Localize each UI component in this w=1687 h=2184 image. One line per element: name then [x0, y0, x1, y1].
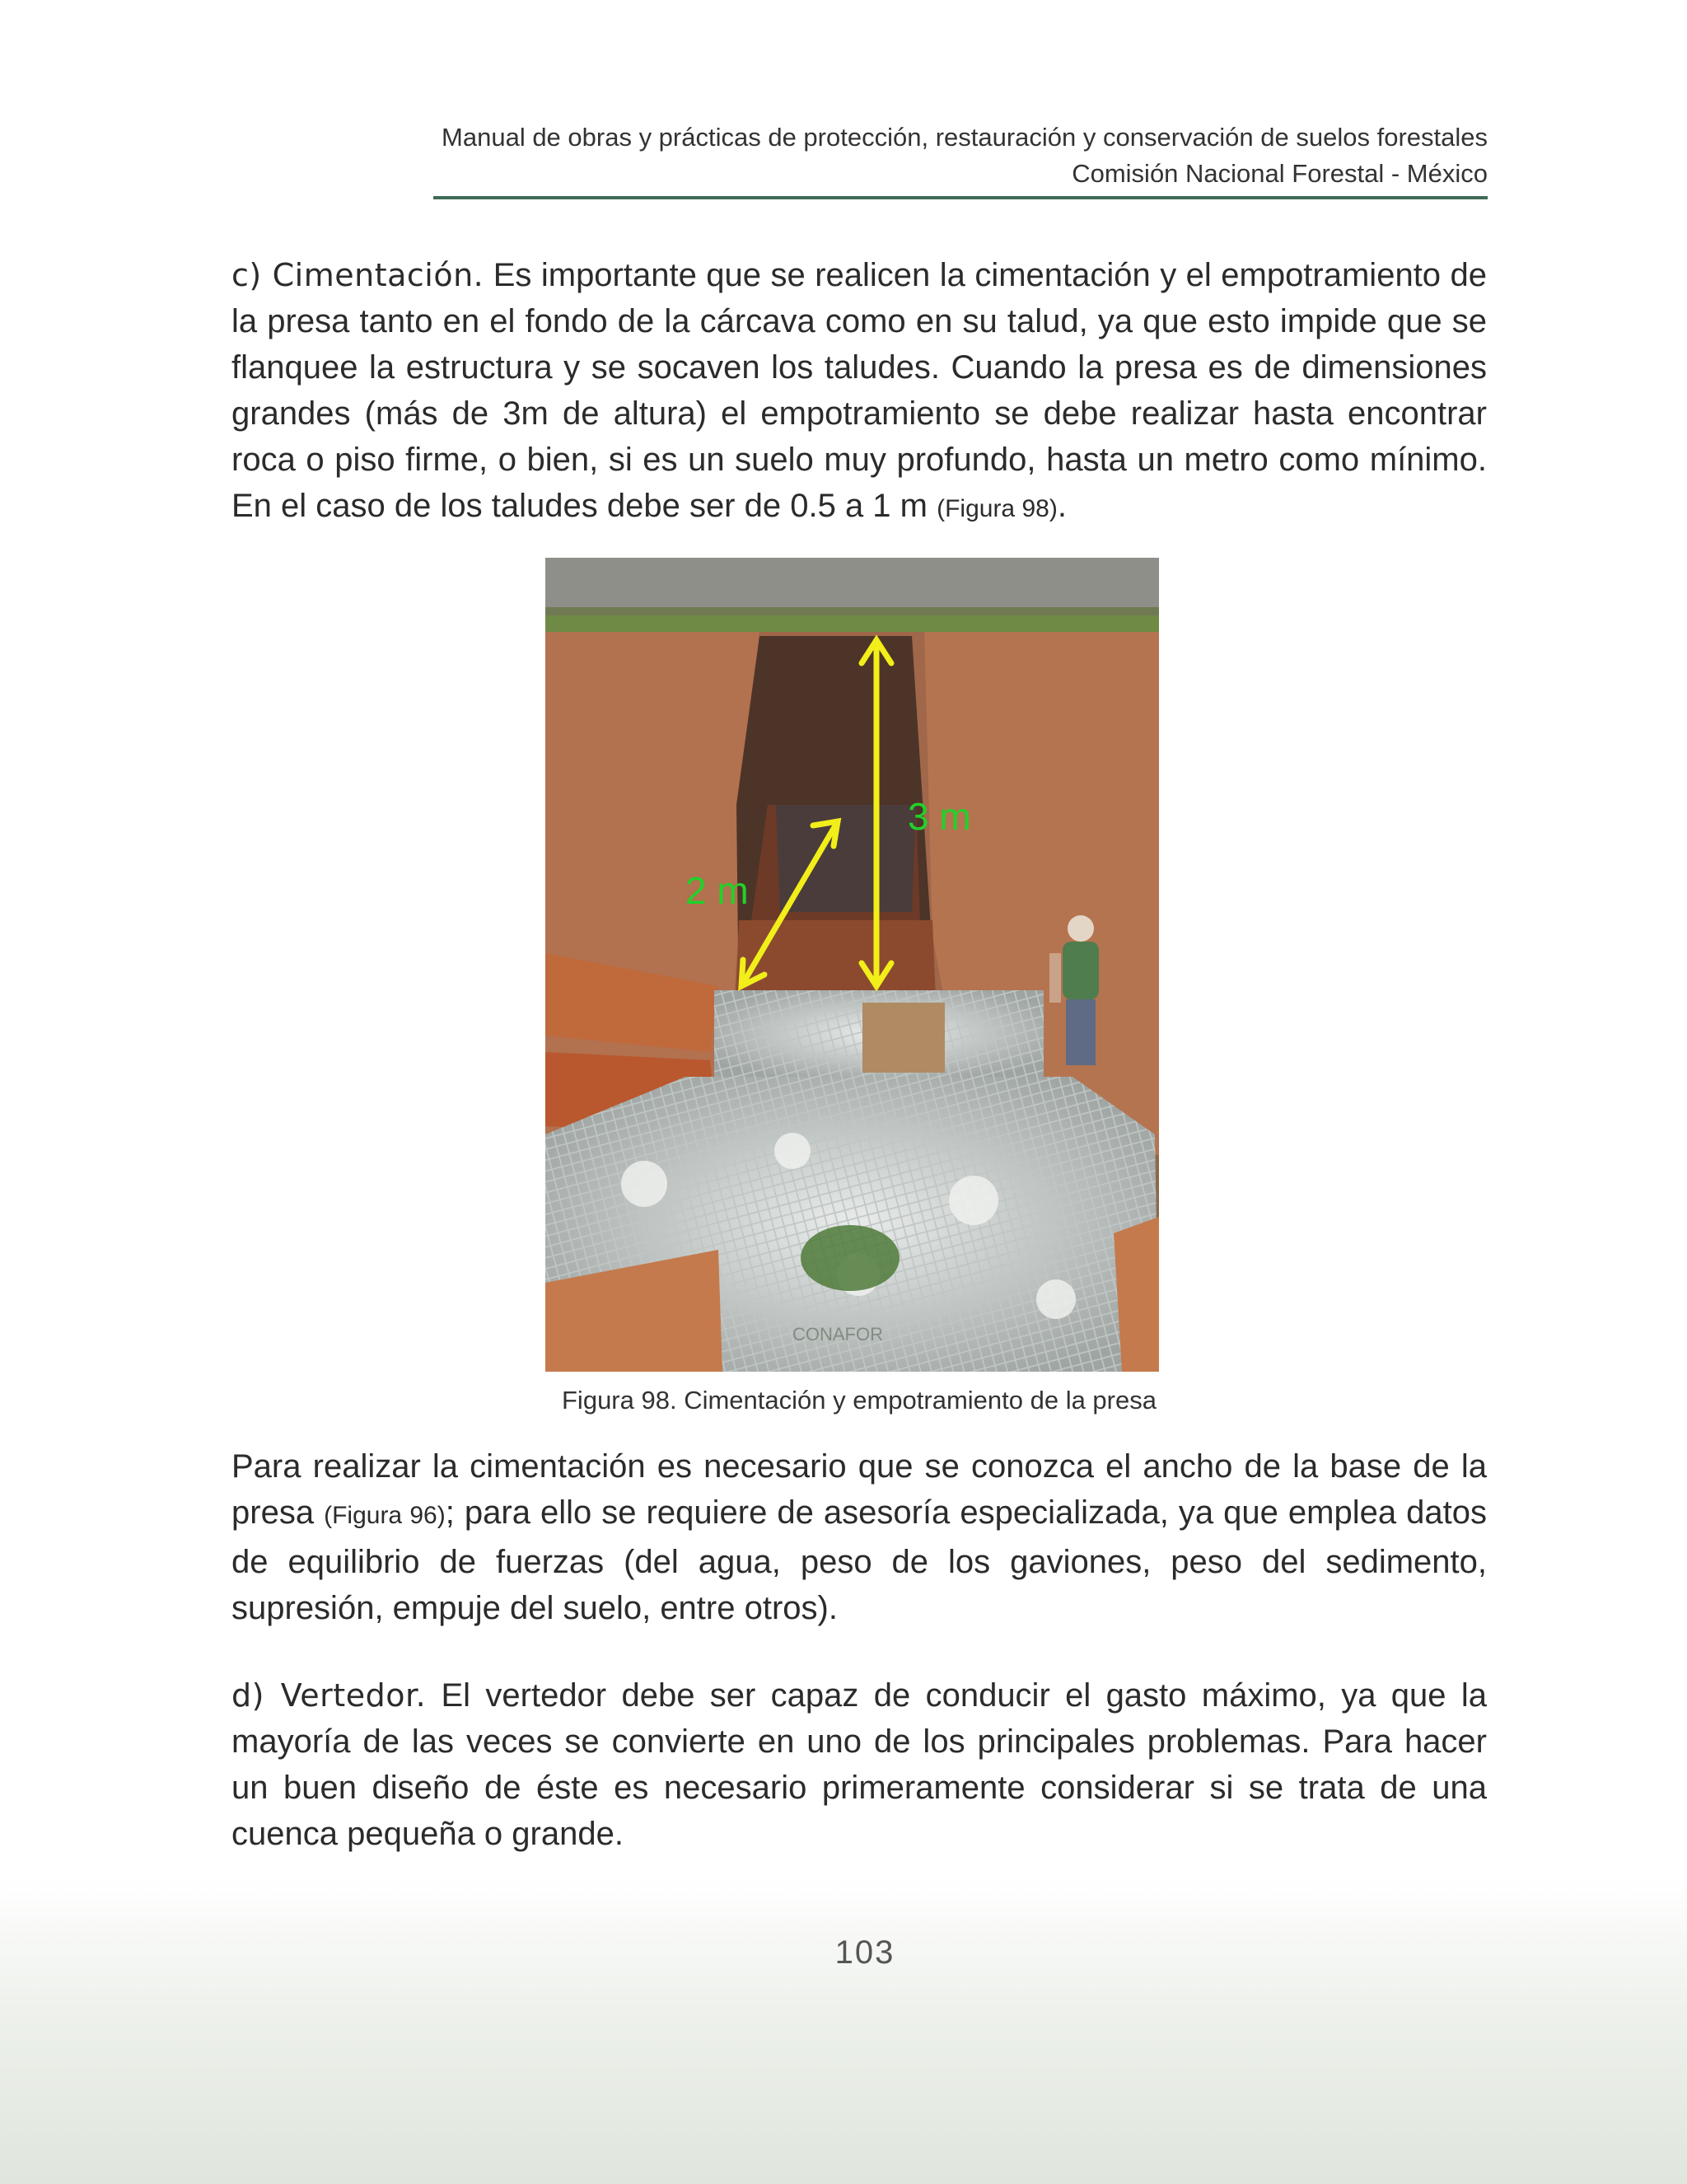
figure-98-photo: [545, 558, 1159, 1372]
label-2m: 2 m: [685, 869, 749, 912]
running-header: [433, 119, 1488, 192]
paragraph-cimentacion: c) Cimentación. Es importante que se realicen la cimentación y el empotramiento de la presa tanto en el fondo de la cárcava como en su talud, ya que esto impide que se flanquee la estructura y se socaven los taludes. Cuando la presa es de dimensiones grandes (más de 3m de altura) el empotramiento se debe realizar hasta encontrar roca o piso firme, o bien, si es un suelo muy profundo, hasta un metro como mínimo. En el caso de los taludes debe ser de 0.5 a 1 m (Figura 98).: [231, 257, 1487, 524]
section-heading-d: d) Vertedor.: [231, 1677, 427, 1714]
paragraph-base: Para realizar la cimentación es necesario que se conozca el ancho de la base de la presa (Figura 96); para ello se requiere de asesoría especializada, ya que emplea datos de equilibrio de fuerzas (del agua, peso de los gaviones, peso del sedimento, supresión, empuje del suelo, entre otros).: [231, 1448, 1487, 1626]
photo-watermark: CONAFOR: [792, 1324, 883, 1345]
figure-caption: Figura 98. Cimentación y empotramiento de la presa: [562, 1386, 1157, 1415]
page-number: 103: [834, 1934, 895, 1971]
paragraph-vertedor: [231, 1672, 1487, 1857]
header-title: Manual de obras y prácticas de protección, restauración y conservación de suelos forestales: [442, 123, 1488, 152]
paragraph-text: El vertedor debe ser capaz de conducir el gasto máximo, ya que la mayoría de las veces se convierte en uno de los principales problemas. Para hacer un buen diseño de éste es necesario primeramente considerar si se trata de una cuenca pequeña o grande.: [231, 1677, 1487, 1852]
header-subtitle: Comisión Nacional Forestal - México: [1072, 159, 1488, 188]
header-rule: [433, 196, 1488, 199]
figure-reference[interactable]: (Figura 96): [324, 1502, 446, 1529]
paragraph-text: Es importante que se realicen la cimentación y el empotramiento de la presa tanto en el fondo de la cárcava como en su talud, ya que esto impide que se flanquee la estructura y se socaven los taludes. Cuando la presa es de dimensiones grandes (más de 3m de altura) el empotramiento se debe realizar hasta encontrar roca o piso firme, o bien, si es un suelo muy profundo, hasta un metro como mínimo. En el caso de los taludes debe ser de 0.5 a 1 m: [231, 257, 1487, 524]
section-heading-c: c) Cimentación.: [231, 257, 484, 293]
figure-reference[interactable]: (Figura 98): [937, 495, 1058, 522]
label-3m: 3 m: [908, 795, 971, 838]
